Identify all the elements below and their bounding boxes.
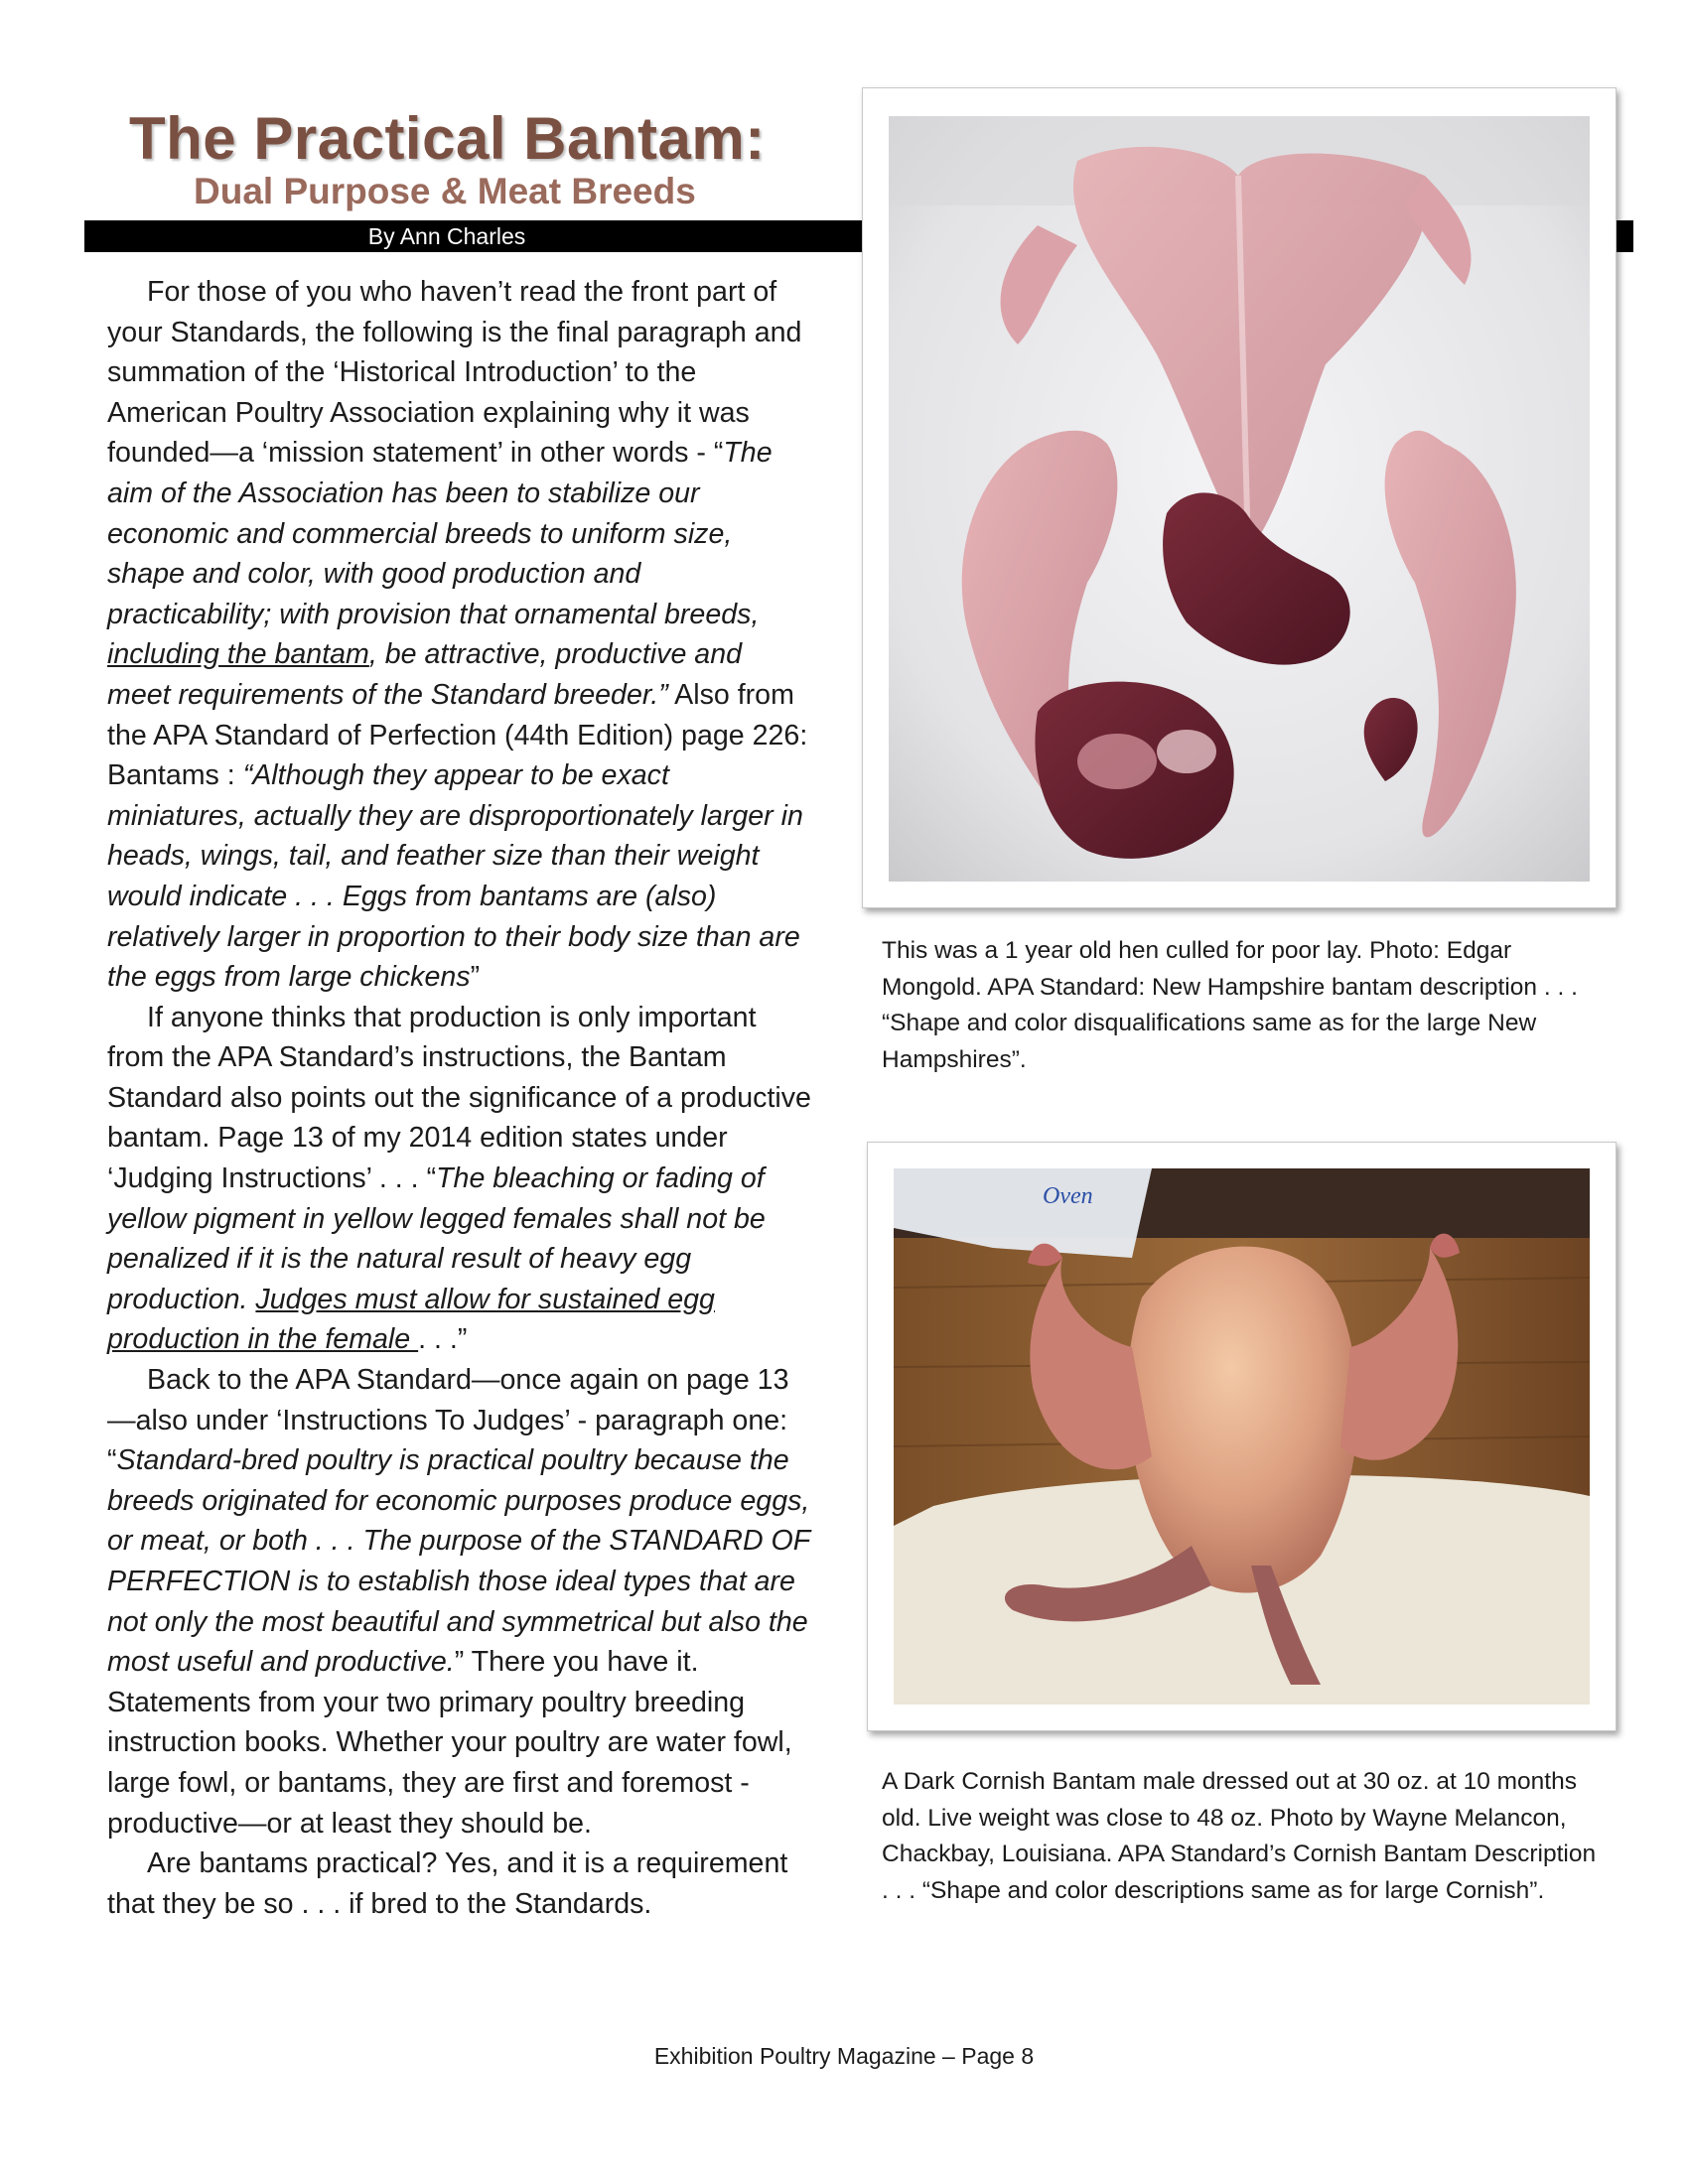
article-title: The Practical Bantam:	[129, 105, 766, 172]
text-span: Back to the APA Standard—once again on page 13—also under ‘Instructions To Judges’ - paragraph one: “	[107, 1364, 789, 1477]
cornish-bantam-photo	[894, 1168, 1590, 1705]
text-span: . . .”	[418, 1323, 468, 1356]
quote-italic: , be attractive, productive and meet requirements of the Standard breeder.”	[107, 638, 743, 711]
quote-underlined: Judges must allow for sustained egg production in the female	[107, 1283, 715, 1356]
quote-italic: The aim of the Association has been to stabilize our economic and commercial breeds to uniform size, shape and color, with good production and practicability; with provision that ornamental breeds,	[107, 437, 773, 630]
article-subtitle: Dual Purpose & Meat Breeds	[194, 171, 696, 211]
photo-frame-hen-parts	[862, 87, 1617, 908]
photo-frame-cornish-bantam	[867, 1142, 1617, 1731]
article-body	[107, 272, 812, 1924]
paragraph-4: Are bantams practical? Yes, and it is a requirement that they be so . . . if bred to the Standards.	[107, 1847, 788, 1920]
paragraph-3	[107, 1360, 812, 1843]
paragraph-1	[107, 272, 812, 998]
quote-underlined: including the bantam	[107, 638, 369, 671]
quote-italic: “Although they appear to be exact miniatures, actually they are disproportionately larger in heads, wings, tail, and feather size than their weight would indicate . . . Eggs from bantams are (also) relatively larger in proportion to their body size than are the eggs from large chickens	[107, 759, 803, 994]
text-span: If anyone thinks that production is only important from the APA Standard’s instructions, the Bantam Standard also points out the significance of a productive bantam. Page 13 of my 2014 edition states under ‘Judging Instructions’ . . . “	[107, 1001, 811, 1195]
text-span: ”	[470, 961, 481, 994]
svg-text:Oven: Oven	[1043, 1183, 1093, 1209]
page-footer: Exhibition Poultry Magazine – Page 8	[653, 2043, 1035, 2069]
photo-2-caption: A Dark Cornish Bantam male dressed out at 30 oz. at 10 months old. Live weight was close to 48 oz. Photo by Wayne Melancon, Chackbay, Louisiana. APA Standard’s Cornish Bantam Description . . . “Shape and color descriptions same as for large Cornish”.	[882, 1768, 1597, 1905]
paragraph-2	[107, 998, 812, 1360]
text-span: For those of you who haven’t read the front part of your Standards, the following is the final paragraph and summation of the ‘Historical Introduction’ to the American Poultry Association explaining why it was founded—a ‘mission statement’ in other words - “	[107, 276, 802, 470]
text-span: Also from the APA Standard of Perfection (44th Edition) page 226: Bantams :	[107, 678, 808, 792]
byline: By Ann Charles	[367, 223, 526, 249]
quote-italic: Standard-bred poultry is practical poultry because the breeds originated for economic purposes produce eggs, or meat, or both . . . The purpose of the STANDARD OF PERFECTION is to establish those ideal types that are not only the most beautiful and symmetrical but also the most useful and productive.	[107, 1444, 810, 1679]
hen-parts-photo	[889, 116, 1590, 882]
text-span: ” There you have it. Statements from your two primary poultry breeding instruction books. Whether your poultry are water fowl, large fowl, or bantams, they are first and foremost - productive—or at least they should be.	[107, 1646, 792, 1840]
photo-1-caption: This was a 1 year old hen culled for poor lay. Photo: Edgar Mongold. APA Standard: New Hampshire bantam description . . . “Shape and color disqualifications same as for the large New Hampshires”.	[882, 937, 1578, 1074]
quote-italic: The bleaching or fading of yellow pigment in yellow legged females shall not be penalized if it is the natural result of heavy egg production.	[107, 1162, 766, 1315]
